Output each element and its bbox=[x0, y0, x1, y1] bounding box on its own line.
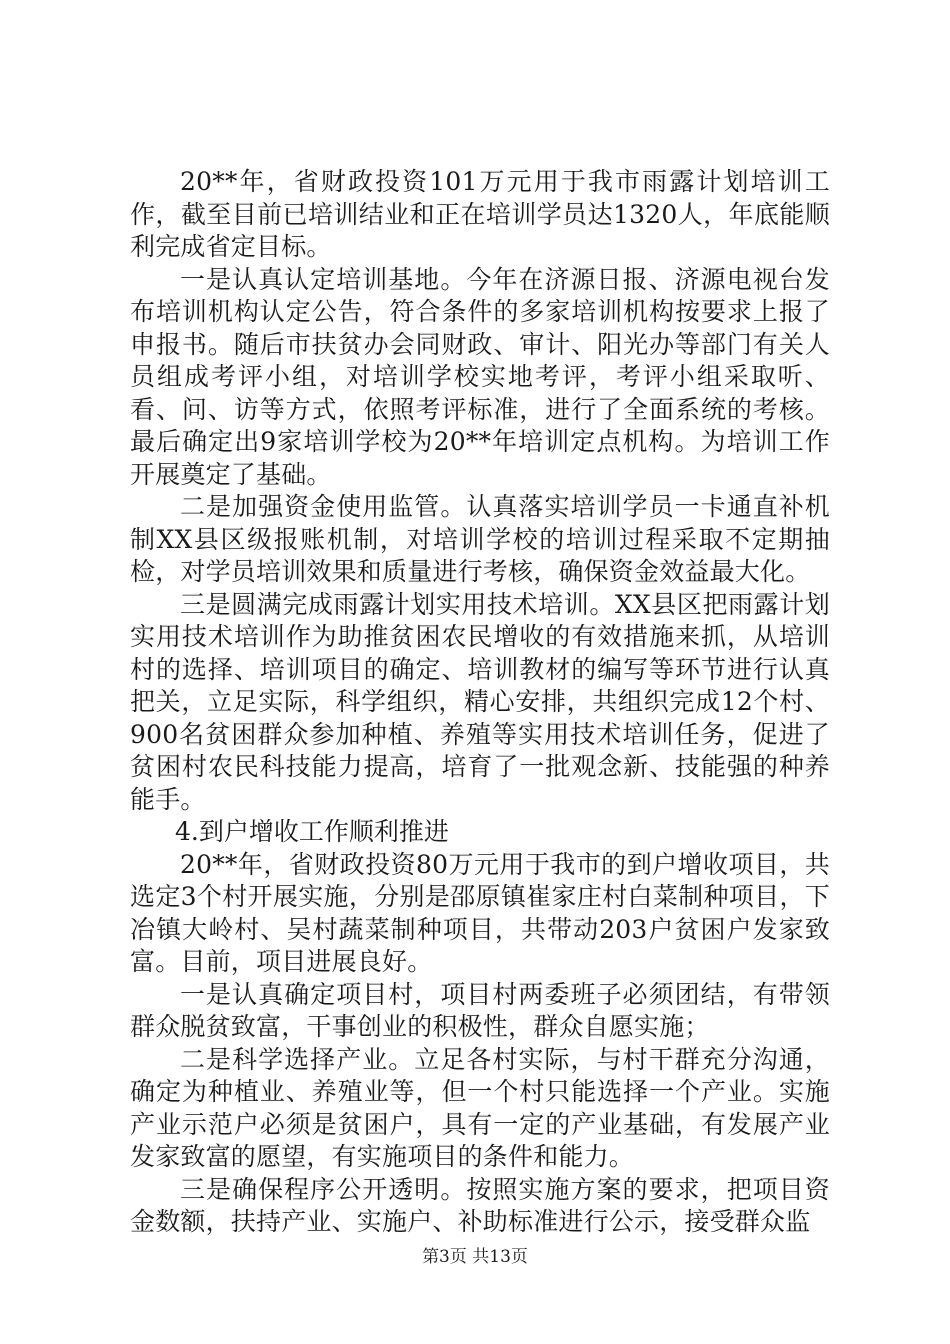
page-footer bbox=[0, 1246, 950, 1268]
paragraph-1: 20**年，省财政投资101万元用于我市雨露计划培训工作，截至目前已培训结业和正在培训学员达1320人，年底能顺利完成省定目标。 bbox=[130, 167, 830, 261]
paragraph-6: 一是认真确定项目村，项目村两委班子必须团结，有带领群众脱贫致富，干事创业的积极性，群众自愿实施； bbox=[130, 979, 830, 1041]
paragraph-4: 三是圆满完成雨露计划实用技术培训。XX县区把雨露计划实用技术培训作为助推贫困农民增收的有效措施来抓，从培训村的选择、培训项目的确定、培训教材的编写等环节进行认真把关，立足实际，科学组织，精心安排，共组织完成12个村、900名贫困群众参加种植、养殖等实用技术培训任务，促进了贫困村农民科技能力提高，培育了一批观念新、技能强的种养能手。 bbox=[130, 589, 830, 814]
paragraph-7: 二是科学选择产业。立足各村实际，与村干群充分沟通，确定为种植业、养殖业等，但一个村只能选择一个产业。实施产业示范户必须是贫困户，具有一定的产业基础，有发展产业发家致富的愿望，有实施项目的条件和能力。 bbox=[130, 1044, 830, 1171]
paragraph-2: 一是认真认定培训基地。今年在济源日报、济源电视台发布培训机构认定公告，符合条件的多家培训机构按要求上报了申报书。随后市扶贫办会同财政、审计、阳光办等部门有关人员组成考评小组，对培训学校实地考评，考评小组采取听、看、问、访等方式，依照考评标准，进行了全面系统的考核。最后确定出9家培训学校为20**年培训定点机构。为培训工作开展奠定了基础。 bbox=[130, 264, 830, 489]
paragraph-8: 三是确保程序公开透明。按照实施方案的要求，把项目资金数额，扶持产业、实施户、补助标准进行公示，接受群众监 bbox=[130, 1174, 830, 1236]
paragraph-5: 20**年，省财政投资80万元用于我市的到户增收项目，共选定3个村开展实施，分别是邵原镇崔家庄村白菜制种项目，下冶镇大岭村、吴村蔬菜制种项目，共带动203户贫困户发家致富。目前，项目进展良好。 bbox=[130, 849, 830, 976]
paragraph-3: 二是加强资金使用监管。认真落实培训学员一卡通直补机制XX县区级报账机制，对培训学校的培训过程采取不定期抽检，对学员培训效果和质量进行考核，确保资金效益最大化。 bbox=[130, 492, 830, 586]
section-heading: 4.到户增收工作顺利推进 bbox=[175, 817, 449, 846]
page-number-label: 第3页 共13页 bbox=[422, 1247, 528, 1267]
document-body bbox=[130, 166, 830, 1239]
